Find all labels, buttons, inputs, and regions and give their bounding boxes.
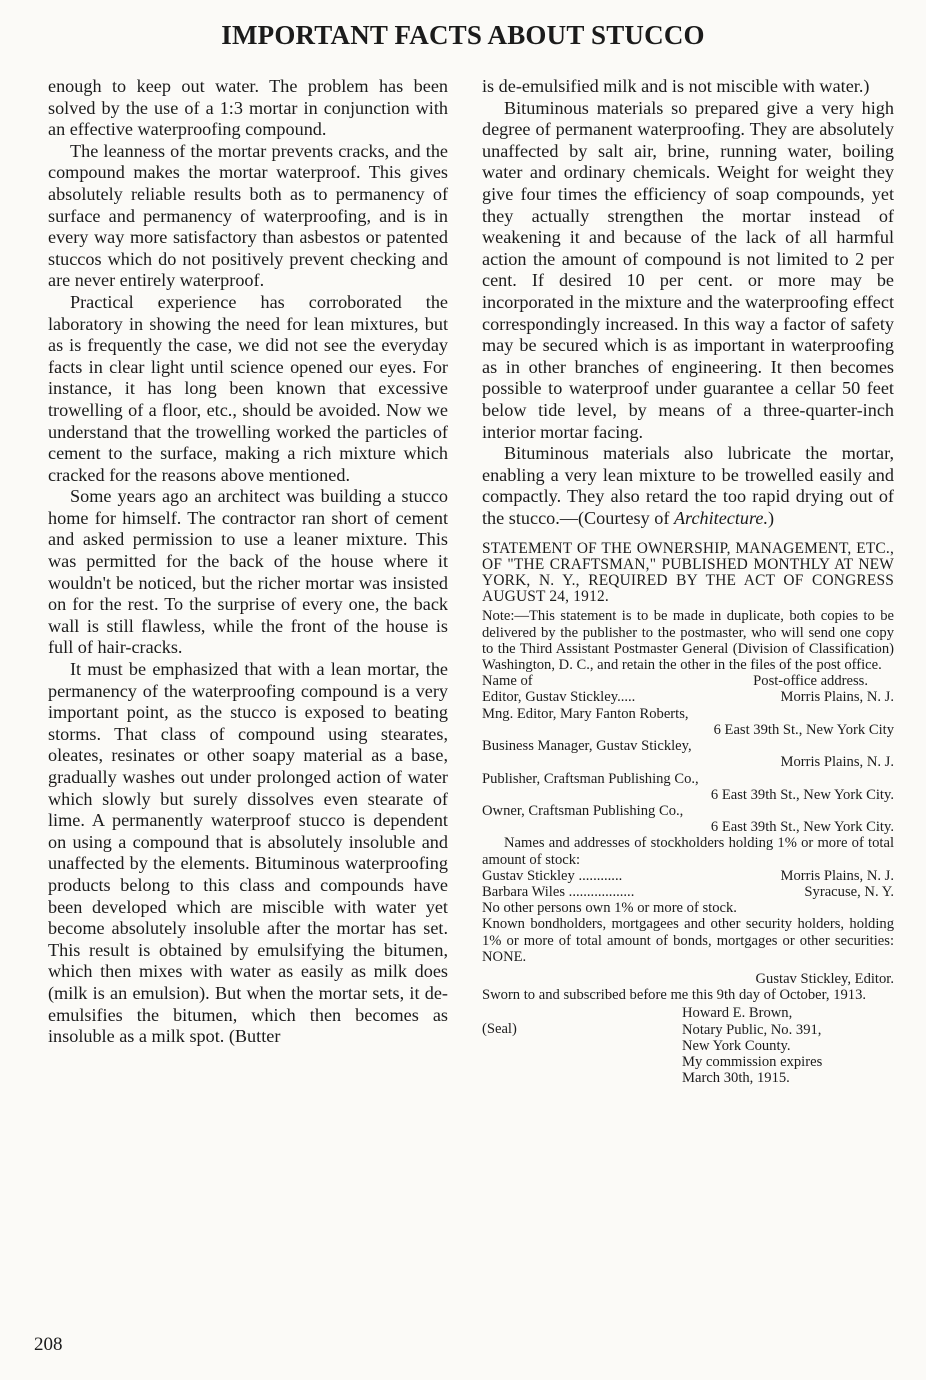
stockholder-2-address: Syracuse, N. Y. (804, 883, 894, 900)
editor-name: Editor, Gustav Stickley..... (482, 689, 636, 706)
mng-editor-address: 6 East 39th St., New York City (713, 721, 894, 738)
stockholder-row-2 (482, 884, 894, 900)
right-paragraph-3-end: ) (768, 507, 775, 528)
owner-address: 6 East 39th St., New York City. (710, 819, 894, 836)
right-paragraph-3-text: Bituminous materials also lubricate the mortar, enabling a very lean mixture to be trowelled easily and compactly. They also retard the too rapid drying out of the stucco.—(Courtesy of (482, 443, 894, 528)
right-paragraph-1: is de-emulsified milk and is not miscible with water.) (482, 76, 870, 96)
stockholder-2-name: Barbara Wiles .................. (482, 883, 635, 900)
statement-heading: STATEMENT OF THE OWNERSHIP, MANAGEMENT, ETC., OF "THE CRAFTSMAN," PUBLISHED MONTHLY AT NEW YORK, N. Y., REQUIRED BY THE ACT OF CONGRESS AUGUST 24, 1912. (482, 540, 894, 606)
left-column (48, 76, 448, 1048)
no-other-stockholders: No other persons own 1% or more of stock. (482, 900, 737, 917)
sworn-statement: Sworn to and subscribed before me this 9th day of October, 1913. (482, 987, 867, 1004)
notary-line-3: New York County. (682, 1037, 791, 1054)
left-paragraph-4: Some years ago an architect was building a stucco home for himself. The contractor ran short of cement and asked permission to use a leaner mixture. This was permitted for the back of the house where it wouldn't be noticed, but the richer mortar was insisted on for the rest. To the surprise of every one, the back wall is still flawless, while the front of the house is full of hair-cracks. (48, 486, 448, 658)
col-address-header: Post-office address. (753, 673, 868, 690)
notary-lines (682, 1005, 894, 1086)
editor-address: Morris Plains, N. J. (780, 689, 894, 706)
source-title: Architecture. (673, 507, 769, 528)
seal-label: (Seal) (482, 1021, 517, 1038)
publisher-address: 6 East 39th St., New York City. (710, 786, 894, 803)
business-manager-address: Morris Plains, N. J. (780, 754, 894, 771)
col-name-header: Name of (482, 673, 533, 690)
notary-line-1: Howard E. Brown, (682, 1005, 793, 1022)
left-paragraph-1: enough to keep out water. The problem has been solved by the use of a 1:3 mortar in conjunction with an effective waterproofing compound. (48, 76, 448, 140)
notary-line-2: Notary Public, No. 391, (682, 1021, 822, 1038)
column-headers (482, 673, 894, 689)
stockholder-1-address: Morris Plains, N. J. (780, 867, 894, 884)
stockholder-row-1 (482, 868, 894, 884)
business-manager-name: Business Manager, Gustav Stickley, (482, 738, 692, 755)
publisher-name: Publisher, Craftsman Publishing Co., (482, 770, 699, 787)
stockholders-heading: Names and addresses of stockholders holding 1% or more of total amount of stock: (482, 835, 894, 868)
stockholder-1-name: Gustav Stickley ............ (482, 867, 623, 884)
notary-line-4: My commission expires (682, 1053, 823, 1070)
page-number: 208 (34, 1334, 63, 1355)
page-title: IMPORTANT FACTS ABOUT STUCCO (221, 20, 705, 50)
right-paragraph-3 (482, 443, 894, 529)
bondholders-statement: Known bondholders, mortgagees and other security holders, holding 1% or more of total amount of bonds, mortgages or other securities: NONE. (482, 916, 894, 965)
left-paragraph-3: Practical experience has corroborated the laboratory in showing the need for lean mixtures, but as is frequently the case, we did not see the everyday facts in clear light until science opened our eyes. For instance, it has long been known that excessive trowelling of a floor, etc., should be avoided. Now we understand that the trowelling worked the particles of cement to the surface, making a rich mixture which cracked for the reasons above mentioned. (48, 291, 448, 485)
right-column (482, 76, 894, 1086)
owner-name: Owner, Craftsman Publishing Co., (482, 802, 684, 819)
editor-row (482, 689, 894, 705)
notary-block (482, 1005, 894, 1086)
mng-editor-name: Mng. Editor, Mary Fanton Roberts, (482, 705, 689, 722)
editor-signature: Gustav Stickley, Editor. (755, 970, 894, 987)
statement-note: Note:—This statement is to be made in duplicate, both copies to be delivered by the publisher to the postmaster, who will send one copy to the Third Assistant Postmaster General (Division of Classification) Washington, D. C., and retain the other in the files of the post office. (482, 608, 894, 674)
left-paragraph-5: It must be emphasized that with a lean mortar, the permanency of the waterproofing compound is a very important point, as the stucco is exposed to beating storms. That class of compound using stearates, oleates, resinates or other soapy material as a base, gradually washes out under prolonged action of water which slowly but surely dissolves even stearate of lime. A permanently waterproof stucco is dependent on using a compound that is absolutely insoluble and unaffected by the elements. Bituminous waterproofing products belong to this class and compounds have been developed which are miscible with water yet become absolutely insoluble after the mortar has set. This result is obtained by emulsifying the bitumen, which then mixes with water as easily as milk does (milk is an emulsion). But when the mortar sets, it de-emulsifies the bitumen, which then becomes as insoluble as a milk spot. (Butter (48, 659, 448, 1047)
left-paragraph-2: The leanness of the mortar prevents cracks, and the compound makes the mortar waterproof. This gives absolutely reliable results both as to permanency of surface and permanency of waterproofing, and is in every way more satisfactory than asbestos or patented stuccos which do not positively prevent checking and are never entirely waterproof. (48, 140, 448, 291)
notary-line-5: March 30th, 1915. (682, 1070, 790, 1087)
right-paragraph-2: Bituminous materials so prepared give a very high degree of permanent waterproofing. They are absolutely unaffected by salt air, brine, running water, boiling water and ordinary chemicals. Weight for weight they give four times the efficiency of soap compounds, yet they actually strengthen the mortar instead of weakening it and because of the lack of all harmful action the amount of compound is not limited to 2 per cent. If desired 10 per cent. or more may be incorporated in the mixture and the waterproofing effect correspondingly increased. In this way a factor of safety may be secured which is as important in waterproofing as in other branches of engineering. It then becomes possible to waterproof under guarantee a cellar 50 feet below tide level, by means of a three-quarter-inch interior mortar facing. (482, 97, 894, 442)
